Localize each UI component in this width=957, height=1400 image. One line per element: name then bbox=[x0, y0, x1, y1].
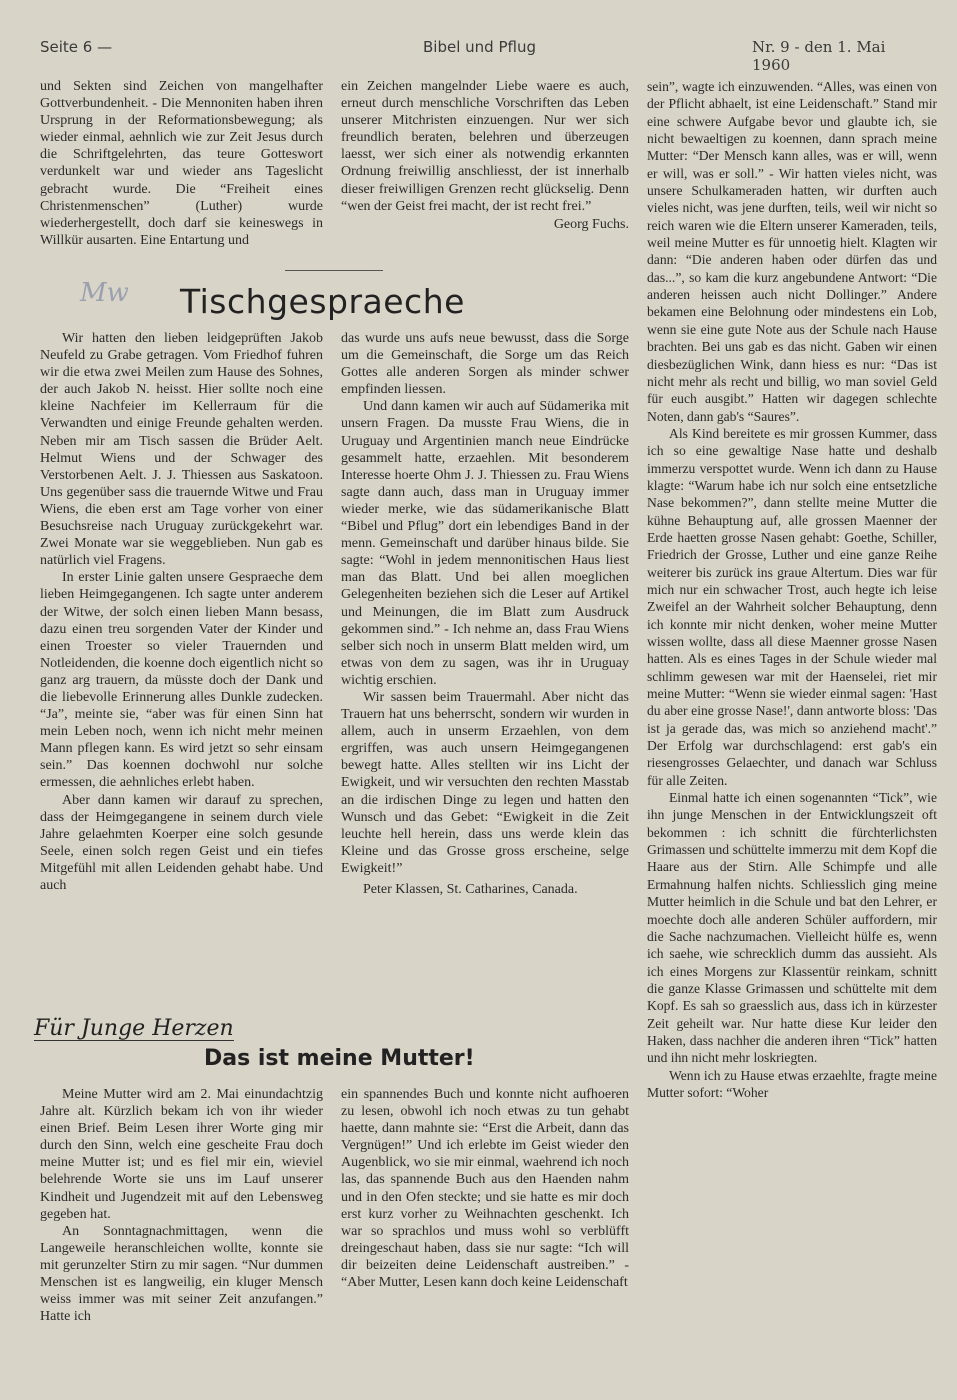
author-signature: Georg Fuchs. bbox=[553, 216, 629, 232]
publication-title: Bibel und Pflug bbox=[423, 38, 536, 56]
handwritten-mark: Mw bbox=[80, 278, 129, 308]
mutter-col2 bbox=[341, 1086, 629, 1291]
paragraph: Meine Mutter wird am 2. Mai einundachtzig Jahre alt. Kürzlich bekam ich von ihr wieder einen Brief. Beim Lesen ihrer Worte ging mir durch den Sinn, welch eine gescheite Frau doch meine Mutter ist; und es fiel mir ein, wieviel belehrende Worte sie uns im Lauf unserer Kindheit und Jugendzeit mit auf den Lebensweg gegeben hat. bbox=[40, 1087, 323, 1222]
mutter-col3 bbox=[647, 78, 937, 1101]
paragraph: ein Zeichen mangelnder Liebe waere es auch, erneut durch menschliche Vorschriften das Leben unserer Mitchristen einzuengen. Nur wer sich freundlich beraten, belehren und überzeugen laesst, wer sich einer als notwendig erkannten Ordnung freiwillig anschliesst, der ist innerhalb dieser freiwilligen Grenzen recht glückselig. Denn “wen der Geist frei macht, der ist recht frei.” bbox=[341, 79, 629, 214]
paragraph: Wir sassen beim Trauermahl. Aber nicht das Trauern hat uns beherrscht, sondern wir wurden in allem, auch in unserm Erzaehlen, von dem ergriffen, was auch unsern Heimgegangenen bewegt hatte. Alles stellten wir ins Licht der Ewigkeit, und wir versuchten den rechten Masstab an die irdischen Dinge zu legen und hatten den Wunsch und das Gebet: “Ewigkeit in die Zeit leuchte hell herein, dass uns werde klein das Kleine und das Grosse gross erscheine, selge Ewigkeit!” bbox=[341, 689, 629, 876]
paragraph: Einmal hatte ich einen sogenannten “Tick”, wie ihn junge Menschen in der Entwicklungszeit oft bekommen : ich schnitt die fürchterlichsten Grimassen und schüttelte immerzu mit dem Kopf die Haare aus der Stirn. Alle Schimpfe und alle Ermahnung halfen nichts. Schliesslich ging meine Mutter heimlich in die Schule und bat den Lehrer, er moechte doch alle anderen Schüler auffordern, mir die Sache nachzumachen. Vielleicht hülfe es, wenn ich saehe, wie schrecklich dumm das aussieht. Als ich eines Morgens zur Klassentür reinkam, schnitt die ganze Klasse Grimassen und schüttelte mit dem Kopf. Es sah so graesslich aus, dass ich in kürzester Zeit geheilt war. Nur hatte diese Kur leider den Haken, dass nachher die anderen ihren “Tick” hatten und ihn nicht mehr loskriegten. bbox=[647, 790, 937, 1066]
mutter-col1 bbox=[40, 1086, 323, 1325]
section-heading-underline bbox=[34, 1040, 234, 1041]
tisch-col1 bbox=[40, 330, 323, 894]
paragraph: In erster Linie galten unsere Gespraeche dem lieben Heimgegangenen. Ich sagte unter anderem der Witwe, der solch einen lieben Mann besass, dazu einen treu sorgenden Vater der Kinder und einen Troester so vieler Trauernden und Notleidenden, die koenne doch eigentlich nicht so ganz arg trauern, da müsste doch der Dank und die liebevolle Erinnerung alles Dunkle zudecken. “Ja”, meinte sie, “aber was für einen Sinn hat mein Leben noch, wenn ich nicht mehr meinen Mann pflegen kann. Es wird jetzt so sehr einsam sein.” Das koennen dochwohl nur solche ermessen, die aehnliches erlebt haben. bbox=[40, 570, 323, 791]
issue-date: Nr. 9 - den 1. Mai 1960 bbox=[752, 38, 886, 74]
page-number: Seite 6 — bbox=[40, 38, 113, 56]
paragraph: An Sonntagnachmittagen, wenn die Langeweile heranschleichen wollte, konnte sie mit gerunzelter Stirn zu mir sagen. “Nur dummen Menschen ist es langweilig, ein kluger Mensch weiss immer was mit seiner Zeit anzufangen.” Hatte ich bbox=[40, 1223, 323, 1325]
paragraph: ein spannendes Buch und konnte nicht aufhoeren zu lesen, obwohl ich noch etwas zu tun gehabt haette, dann mahnte sie: “Erst die Arbeit, dann das Vergnügen!” Und ich erlebte im Geist wieder den Augenblick, wo sie mir einmal, waehrend ich noch las, das spannende Buch aus den Haenden nahm und in den Ofen steckte; und sie hatte es mir doch erst kurz vorher zu Weihnachten geschenkt. Ich war so sprachlos und muss wohl so verblüfft dreingeschaut haben, dass sie nur sagte: “Ich will dir beizeiten deine Leidenschaft austreiben.” - “Aber Mutter, Lesen kann doch keine Leidenschaft bbox=[341, 1087, 629, 1291]
article-continuation-col1 bbox=[40, 78, 323, 249]
paragraph: sein”, wagte ich einzuwenden. “Alles, was einen von der Pflicht abhaelt, ist eine Leidenschaft.” Stand mir eine schwere Aufgabe bevor und glaubte ich, sie nicht bewaeltigen zu koennen, dann sprach meine Mutter: “Der Mensch kann alles, was er will, wenn er will, was er soll.” - Wir hatten vieles nicht, was unsere Schulkameraden hatten, wir durften auch vieles nicht, was jene durften, teils, weil wir nicht so reich waren wie die Eltern unserer Kameraden, teils, weil meine Mutter es für unnoetig hielt. Klagten wir dann: “Die anderen haben oder dürfen das und das...”, so kam die kurz angebundene Antwort: “Die anderen heissen auch nicht Dollinger.” Andere bekamen eine Belohnung oder mindestens ein Lob, wenn sie eine gute Note aus der Schule nach Hause brachten. Bei uns gab es das nicht. Gaben wir einen diesbezüglichen Wink, dann hiess es nur: “Das ist nicht mehr als recht und billig, wo man soviel Geld für euch ausgibt.” Hatten wir dagegen schlechte Noten, dann gab's “Saures”. bbox=[647, 79, 937, 424]
author-signature: Peter Klassen, St. Catharines, Canada. bbox=[363, 882, 578, 897]
paragraph: und Sekten sind Zeichen von mangelhafter Gottverbundenheit. - Die Mennoniten haben ihren Ursprung in der Reformationsbewegung; als wieder einmal, aehnlich wie zur Zeit Jesus durch die Schriftgelehrten, das teure Gotteswort verdunkelt war und wieder ans Tageslicht gebracht wurde. Die “Freiheit eines Christenmenschen” (Luther) wurde wiederhergestellt, doch darf sie keineswegs in Willkür ausarten. Eine Entartung und bbox=[40, 79, 323, 248]
tisch-col2 bbox=[341, 330, 629, 898]
paragraph: Als Kind bereitete es mir grossen Kummer, dass ich so eine gewaltige Nase hatte und deshalb immerzu verspottet wurde. Wenn ich dann zu Hause klagte: “Warum habe ich nur solch eine entsetzliche Nase bekommen?”, dann stellte meine Mutter die kühne Behauptung auf, alle grossen Maenner der Erde haetten grosse Nasen gehabt: Goethe, Schiller, Friedrich der Grosse, Luther und eine ganze Reihe weiterer bis zurück ins graue Altertum. Dies war für mich nur ein schwacher Trost, auch hegte ich leise Zweifel an der Wahrheit solcher Behauptung, denn ich konnte mir nicht denken, woher meine Mutter wissen wollte, dass all diese Maenner grosse Nasen hatten. Als es eines Tages in der Schule wieder mal schlimm gewesen war mit der Haenselei, riet mir meine Mutter: “Wenn sie wieder einmal sagen: 'Hast du aber eine grosse Nase!', dann antworte bloss: 'Das ist ja gerade das, was mich so anziehend macht'.” Der Erfolg war durchschlagend: erst gab's ein riesengrosses Gelaechter, und danach war Schluss für alle Zeiten. bbox=[647, 425, 937, 788]
paragraph: Aber dann kamen wir darauf zu sprechen, dass der Heimgegangene in seinem durch viele Jahre gelaehmten Koerper eine solch gesunde Seele, einen solch regen Geist und ein tiefes Mitgefühl mit allen Leidenden gehabt habe. Und auch bbox=[40, 792, 323, 893]
paragraph: Und dann kamen wir auch auf Südamerika mit unsern Fragen. Da musste Frau Wiens, die in Uruguay und Argentinien manch neue Eindrücke gesammelt hatte, erzaehlen. Mit besonderem Interesse hoerte Ohm J. J. Thiessen zu. Frau Wiens sagte dann auch, dass man in Uruguay immer wieder merke, wie das südamerikanische Blatt “Bibel und Pflug” dort ein lebendiges Band in der menn. Gemeinschaft und darüber hinaus bilde. Sie sagte: “Wohl in jedem mennonitischen Haus liest man das Blatt. Und bei allen moeglichen Gelegenheiten beziehen sich die Leser auf Artikel und Meinungen, die im Blatt zum Ausdruck gekommen sind.” - Ich nehme an, dass Frau Wiens selber sich noch in unserm Blatt melden wird, um etwas von dem zu sagen, was ihr in Uruguay wichtig erschien. bbox=[341, 399, 629, 688]
section-heading-junge-herzen: Für Junge Herzen bbox=[34, 1016, 234, 1041]
paragraph: Wir hatten den lieben leidgeprüften Jakob Neufeld zu Grabe getragen. Vom Friedhof fuhren wir die etwa zwei Meilen zum Hause des Sohnes, der auch Jakob N. heisst. Hier sollte noch eine kleine Nachfeier im Kellerraum für die Verwandten und einige Freunde gehalten werden. Neben mir am Tisch sassen die Brüder Aelt. Helmut Wiens und der Schwager des Verstorbenen Aelt. J. J. Thiessen aus Saskatoon. Uns gegenüber sass die trauernde Witwe und Frau Wiens, die eben erst am Tage vorher von einer Besuchsreise nach Uruguay zurückgekehrt war. Zwei Monate war sie weggeblieben. Nun gab es natürlich viel Fragens. bbox=[40, 331, 323, 569]
article-continuation-col2 bbox=[341, 78, 629, 233]
paragraph: das wurde uns aufs neue bewusst, dass die Sorge um die Gemeinschaft, die Sorge um das Reich Gottes alle anderen Sorgen als minder schwer empfinden liessen. bbox=[341, 331, 629, 398]
separator-rule bbox=[285, 270, 383, 271]
article-title-mutter: Das ist meine Mutter! bbox=[204, 1046, 475, 1071]
paragraph: Wenn ich zu Hause etwas erzaehlte, fragte meine Mutter sofort: “Woher bbox=[647, 1067, 937, 1100]
article-title-tischgespraeche: Tischgespraeche bbox=[180, 282, 465, 321]
